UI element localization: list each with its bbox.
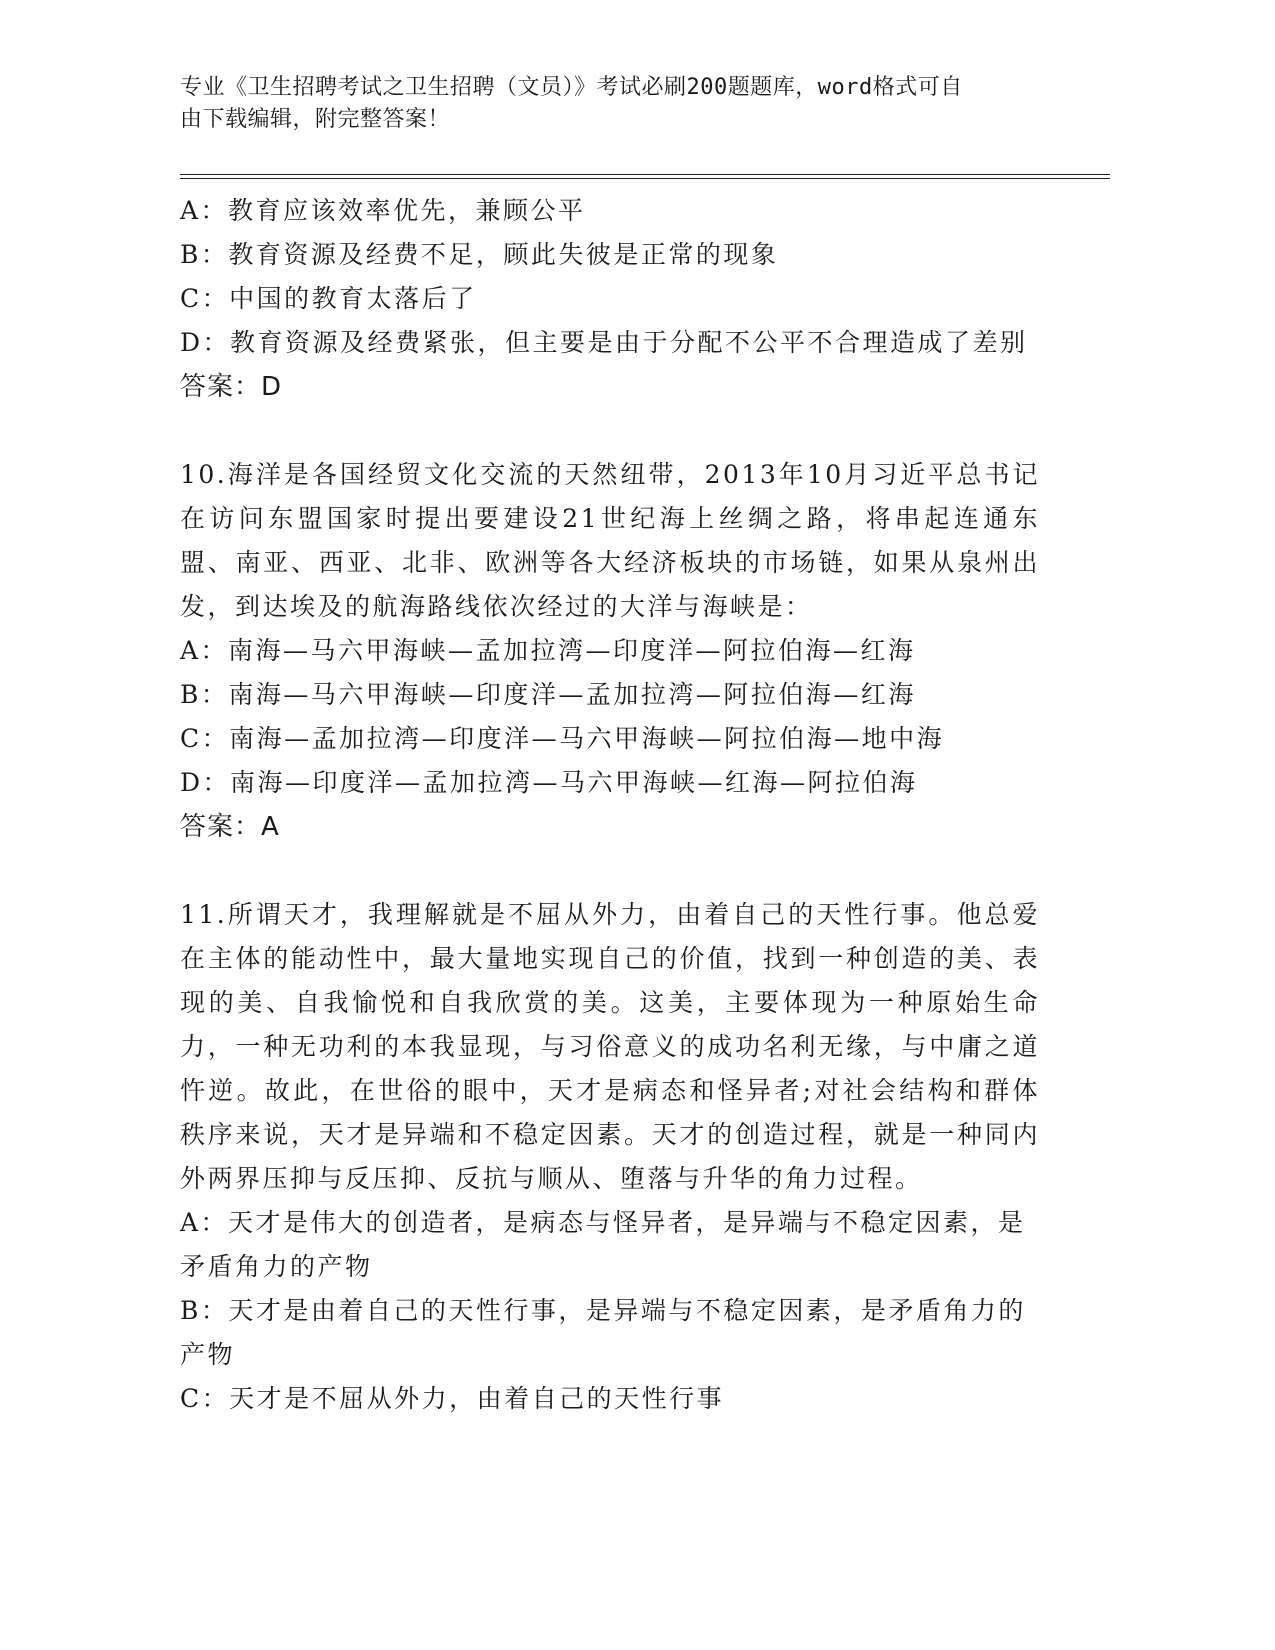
question-stem: 11.所谓天才，我理解就是不屈从外力，由着自己的天性行事。他总爱在主体的能动性中，最大量地实现自己的价值，找到一种创造的美、表现的美、自我愉悦和自我欣赏的美。这美，主要体现为一种原始生命力，一种无功利的本我显现，与习俗意义的成功名利无缘，与中庸之道忤逆。故此，在世俗的眼中，天才是病态和怪异者;对社会结构和群体秩序来说，天才是异端和不稳定因素。天才的创造过程，就是一种同内外两界压抑与反压抑、反抗与顺从、堕落与升华的角力过程。 (180, 900, 1040, 1193)
question-stem: 10.海洋是各国经贸文化交流的天然纽带，2013年10月习近平总书记在访问东盟国家时提出要建设21世纪海上丝绸之路，将串起连通东盟、南亚、西亚、北非、欧洲等各大经济板块的市场链，如果从泉州出发，到达埃及的航海路线依次经过的大洋与海峡是： (180, 460, 1040, 621)
answer: 答案：A (180, 812, 280, 842)
answer: 答案：D (180, 372, 283, 402)
document-page (180, 72, 1110, 1421)
option-d: D：南海—印度洋—孟加拉湾—马六甲海峡—红海—阿拉伯海 (180, 768, 918, 797)
document-header (180, 72, 1110, 136)
option-c: C：南海—孟加拉湾—印度洋—马六甲海峡—阿拉伯海—地中海 (180, 724, 945, 753)
option-a: A：天才是伟大的创造者，是病态与怪异者，是异端与不稳定因素，是矛盾角力的产物 (180, 1208, 1026, 1281)
header-line-2: 由下载编辑，附完整答案！ (180, 107, 451, 132)
option-c: C：天才是不屈从外力，由着自己的天性行事 (180, 1384, 725, 1413)
option-a: A：南海—马六甲海峡—孟加拉湾—印度洋—阿拉伯海—红海 (180, 636, 916, 665)
question-9 (180, 189, 1110, 409)
option-c: C：中国的教育太落后了 (180, 284, 477, 313)
document-body (180, 189, 1110, 1421)
option-a: A：教育应该效率优先，兼顾公平 (180, 196, 586, 225)
question-11 (180, 893, 1110, 1421)
question-10 (180, 453, 1110, 849)
header-line-1: 专业《卫生招聘考试之卫生招聘（文员）》考试必刷200题题库，word格式可自 (180, 75, 963, 100)
option-b: B：教育资源及经费不足，顾此失彼是正常的现象 (180, 240, 779, 269)
option-d: D：教育资源及经费紧张，但主要是由于分配不公平不合理造成了差别 (180, 328, 1028, 357)
option-b: B：南海—马六甲海峡—印度洋—孟加拉湾—阿拉伯海—红海 (180, 680, 916, 709)
option-b: B：天才是由着自己的天性行事，是异端与不稳定因素，是矛盾角力的产物 (180, 1296, 1026, 1369)
header-divider (180, 174, 1110, 179)
